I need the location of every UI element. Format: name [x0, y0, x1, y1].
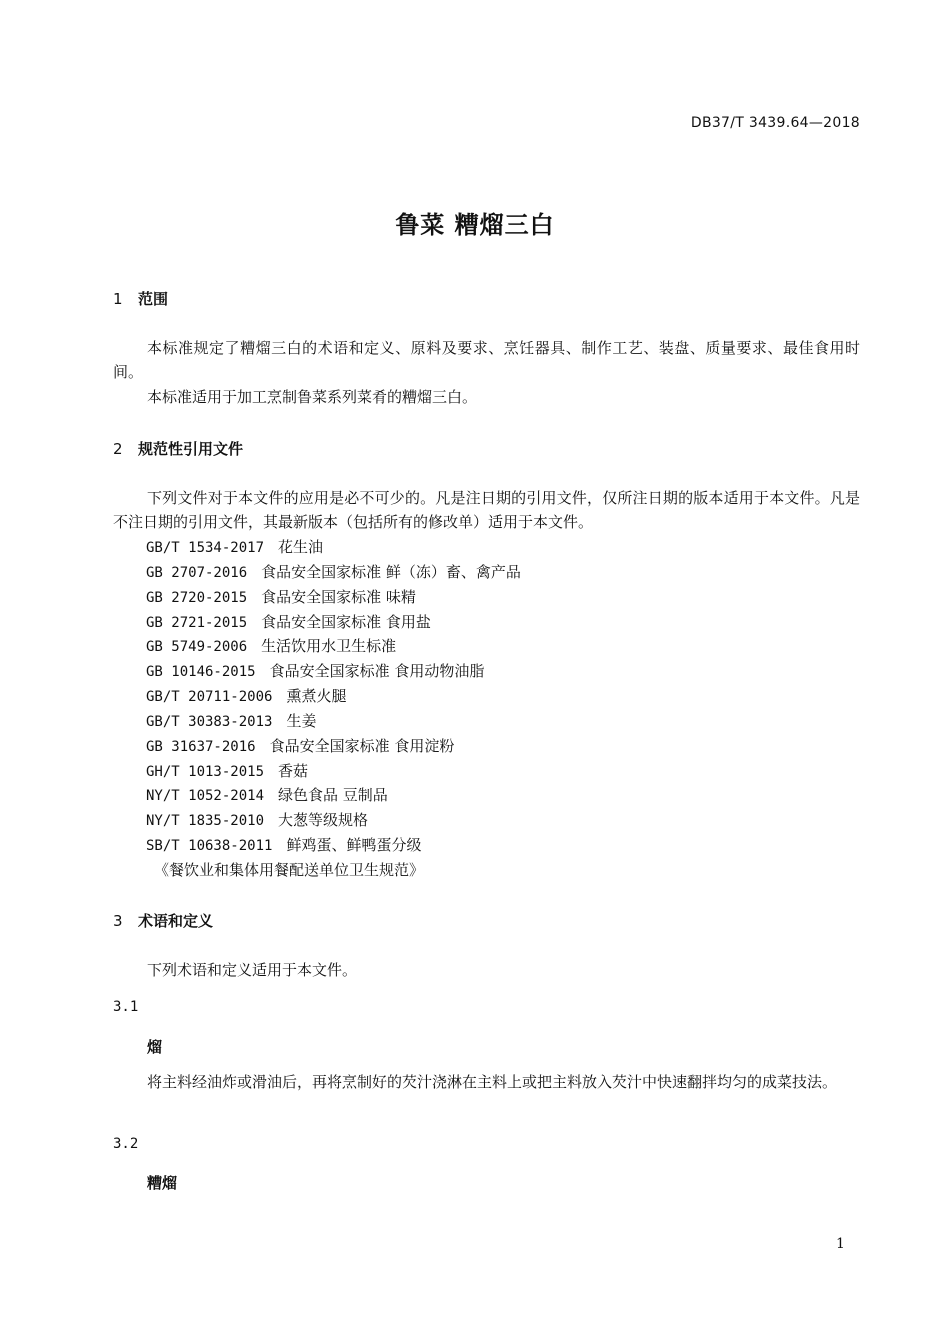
reference-item — [146, 535, 521, 560]
reference-item — [146, 585, 521, 610]
reference-code: GB 2721-2015 — [146, 614, 248, 631]
reference-item — [154, 858, 521, 883]
reference-code: GH/T 1013-2015 — [146, 763, 265, 780]
reference-item — [146, 610, 521, 635]
paragraph: 本标准适用于加工烹制鲁菜系列菜肴的糟熘三白。 — [147, 388, 478, 406]
reference-code: GB/T 20711-2006 — [146, 689, 273, 706]
reference-item — [146, 833, 521, 858]
reference-code: NY/T 1835-2010 — [146, 813, 265, 830]
term-number: 3.2 — [113, 1136, 139, 1152]
reference-code: GB/T 30383-2013 — [146, 713, 273, 730]
reference-list — [146, 535, 521, 883]
reference-name: 花生油 — [278, 538, 324, 556]
term-definition: 将主料经油炸或滑油后，再将烹制好的芡汁浇淋在主料上或把主料放入芡汁中快速翻拌均匀的成菜技法。 — [147, 1073, 838, 1091]
term-title: 糟熘 — [147, 1174, 178, 1192]
paragraph: 本标准规定了糟熘三白的术语和定义、原料及要求、烹饪器具、制作工艺、装盘、质量要求、最佳食用时间。 — [113, 339, 860, 381]
standard-code: DB37/T 3439.64—2018 — [690, 115, 860, 131]
reference-name: 生姜 — [286, 711, 317, 730]
reference-code: GB 2707-2016 — [146, 564, 248, 581]
paragraph: 下列文件对于本文件的应用是必不可少的。凡是注日期的引用文件，仅所注日期的版本适用于本文件。凡是不注日期的引用文件，其最新版本（包括所有的修改单）适用于本文件。 — [113, 489, 860, 531]
reference-name: 食品安全国家标准 鲜（冻）畜、禽产品 — [261, 562, 521, 581]
reference-name: 大葱等级规格 — [278, 811, 369, 830]
reference-name: 食品安全国家标准 食用动物油脂 — [269, 662, 485, 681]
page-number: 1 — [836, 1236, 845, 1252]
reference-item — [146, 734, 521, 759]
section-heading-scope — [113, 288, 168, 309]
section-heading-terms — [113, 910, 213, 931]
reference-item — [146, 759, 521, 784]
reference-item — [146, 560, 521, 585]
reference-name: 食品安全国家标准 食用盐 — [261, 612, 431, 631]
reference-code: SB/T 10638-2011 — [146, 838, 273, 855]
reference-code: GB/T 1534-2017 — [146, 540, 265, 556]
reference-item — [146, 659, 521, 684]
reference-code: GB 5749-2006 — [146, 639, 248, 656]
reference-name: 食品安全国家标准 味精 — [261, 587, 416, 606]
reference-name: 鲜鸡蛋、鲜鸭蛋分级 — [286, 836, 422, 855]
reference-item — [146, 783, 521, 808]
paragraph: 下列术语和定义适用于本文件。 — [147, 961, 358, 979]
reference-name: 食品安全国家标准 食用淀粉 — [269, 736, 455, 755]
reference-item — [146, 709, 521, 734]
reference-name: 熏煮火腿 — [286, 687, 347, 706]
section-number: 2 — [113, 440, 123, 458]
reference-name: 《餐饮业和集体用餐配送单位卫生规范》 — [154, 860, 425, 879]
reference-code: GB 10146-2015 — [146, 664, 256, 681]
reference-code: GB 31637-2016 — [146, 738, 256, 755]
section-title: 术语和定义 — [138, 912, 214, 930]
reference-name: 绿色食品 豆制品 — [278, 786, 388, 805]
reference-item — [146, 634, 521, 659]
document-title: 鲁菜 糟熘三白 — [395, 211, 555, 239]
section-title: 规范性引用文件 — [138, 440, 244, 458]
reference-code: GB 2720-2015 — [146, 589, 248, 606]
term-title: 熘 — [147, 1038, 163, 1056]
section-number: 1 — [113, 290, 123, 308]
term-number: 3.1 — [113, 999, 139, 1015]
reference-item — [146, 684, 521, 709]
section-heading-normative-references — [113, 438, 243, 459]
section-title: 范围 — [138, 290, 169, 308]
reference-item — [146, 808, 521, 833]
section-number: 3 — [113, 912, 123, 930]
reference-code: NY/T 1052-2014 — [146, 788, 265, 805]
reference-name: 生活饮用水卫生标准 — [261, 637, 397, 656]
reference-name: 香菇 — [278, 761, 309, 780]
